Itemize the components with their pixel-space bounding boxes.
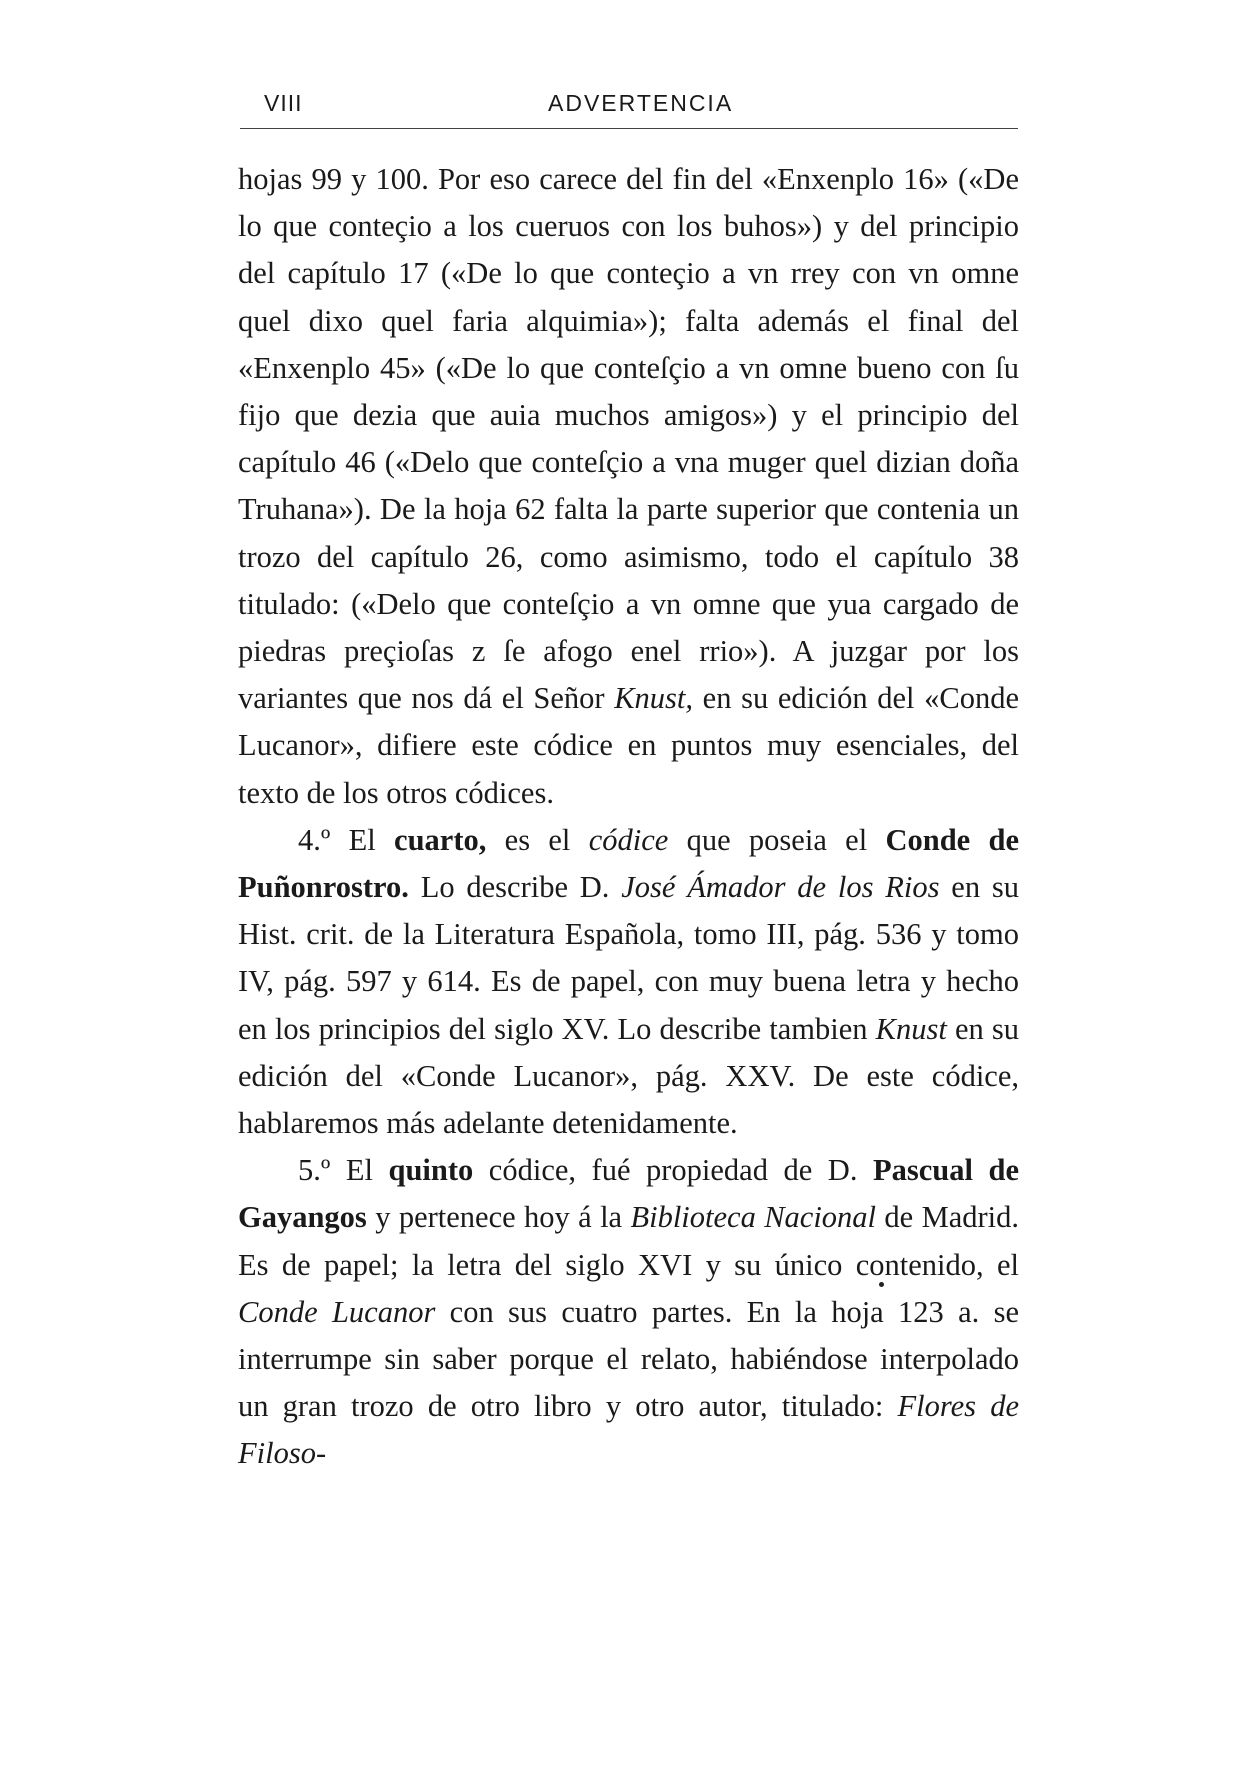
body-text [238, 156, 1019, 1478]
text-run: de Madrid. Es de papel; la letra del siglo XVI y su único contenido, el [238, 1200, 1019, 1282]
italic-amador: José Ámador de los Rios [621, 870, 940, 905]
item-number: 5.º El [298, 1153, 389, 1188]
bold-conde: Conde de Puñonrostro. [238, 822, 1020, 905]
italic-knust: Knust [875, 1011, 947, 1046]
running-title: ADVERTENCIA [548, 90, 734, 116]
text-run: en su edición del «Conde Lucanor», difiere este códice en puntos muy esenciales, del texto de los otros códices. [238, 681, 1019, 810]
header-rule [240, 128, 1018, 129]
text-run: en su Hist. crit. de la Literatura Española, tomo III, pág. 536 y tomo IV, pág. 597 y 614. Es de papel, con muy buena letra y hecho en los principios del siglo XV. Lo describe tambien [238, 870, 1019, 1046]
paragraph-quinto [238, 1147, 1019, 1477]
text-run: en su edición del «Conde Lucanor», pág. XXV. De este códice, hablaremos más adelante detenidamente. [238, 1011, 1019, 1141]
paragraph-continuation [238, 156, 1019, 817]
ink-dot [879, 1282, 884, 1287]
italic-codice: códice [588, 822, 669, 857]
bold-pascual: Pascual de Gayangos [238, 1153, 1019, 1235]
bold-cuarto: cuarto, [394, 822, 487, 857]
item-number: 4.º El [298, 822, 395, 857]
text-run: con sus cuatro partes. En la hoja 123 a. se interrumpe sin saber porque el relato, habiéndose interpolado un gran trozo de otro libro y otro autor, titulado: [238, 1294, 1019, 1424]
italic-flores: Flores de Filoso- [238, 1389, 1019, 1471]
page-number: VIII [264, 90, 303, 116]
italic-conde-lucanor: Conde Lucanor [238, 1294, 436, 1329]
text-run: que poseia el [668, 822, 886, 857]
italic-biblioteca: Biblioteca Nacional [630, 1200, 877, 1235]
bold-quinto: quinto [388, 1153, 474, 1188]
page-header [238, 88, 1018, 128]
text-run: códice, fué propiedad de D. [473, 1153, 873, 1188]
text-run: y pertenece hoy á la [366, 1200, 631, 1235]
text-run: es el [486, 822, 589, 857]
text-run: hojas 99 y 100. Por eso carece del fin del «Enxenplo 16» («De lo que conteçio a los cueruos con los buhos») y del principio del capítulo 17 («De lo que conteçio a vn rrey con vn omne quel dixo quel faria alquimia»); falta además el final del «Enxenplo 45» («De lo que conteſçio a vn omne bueno con ſu fijo que dezia que auia muchos amigos») y el principio del capítulo 46 («Delo que conteſçio a vna muger quel dizian doña Truhana»). De la hoja 62 falta la parte superior que contenia un trozo del capítulo 26, como asimismo, todo el capítulo 38 titulado: («Delo que conteſçio a vn omne que yua cargado de piedras preçioſas z ſe afogo enel rrio»). A juzgar por los variantes que nos dá el Señor [238, 162, 1019, 716]
italic-name-knust: Knust, [614, 681, 694, 716]
text-run: Lo describe D. [408, 870, 622, 905]
paragraph-cuarto [238, 817, 1019, 1147]
